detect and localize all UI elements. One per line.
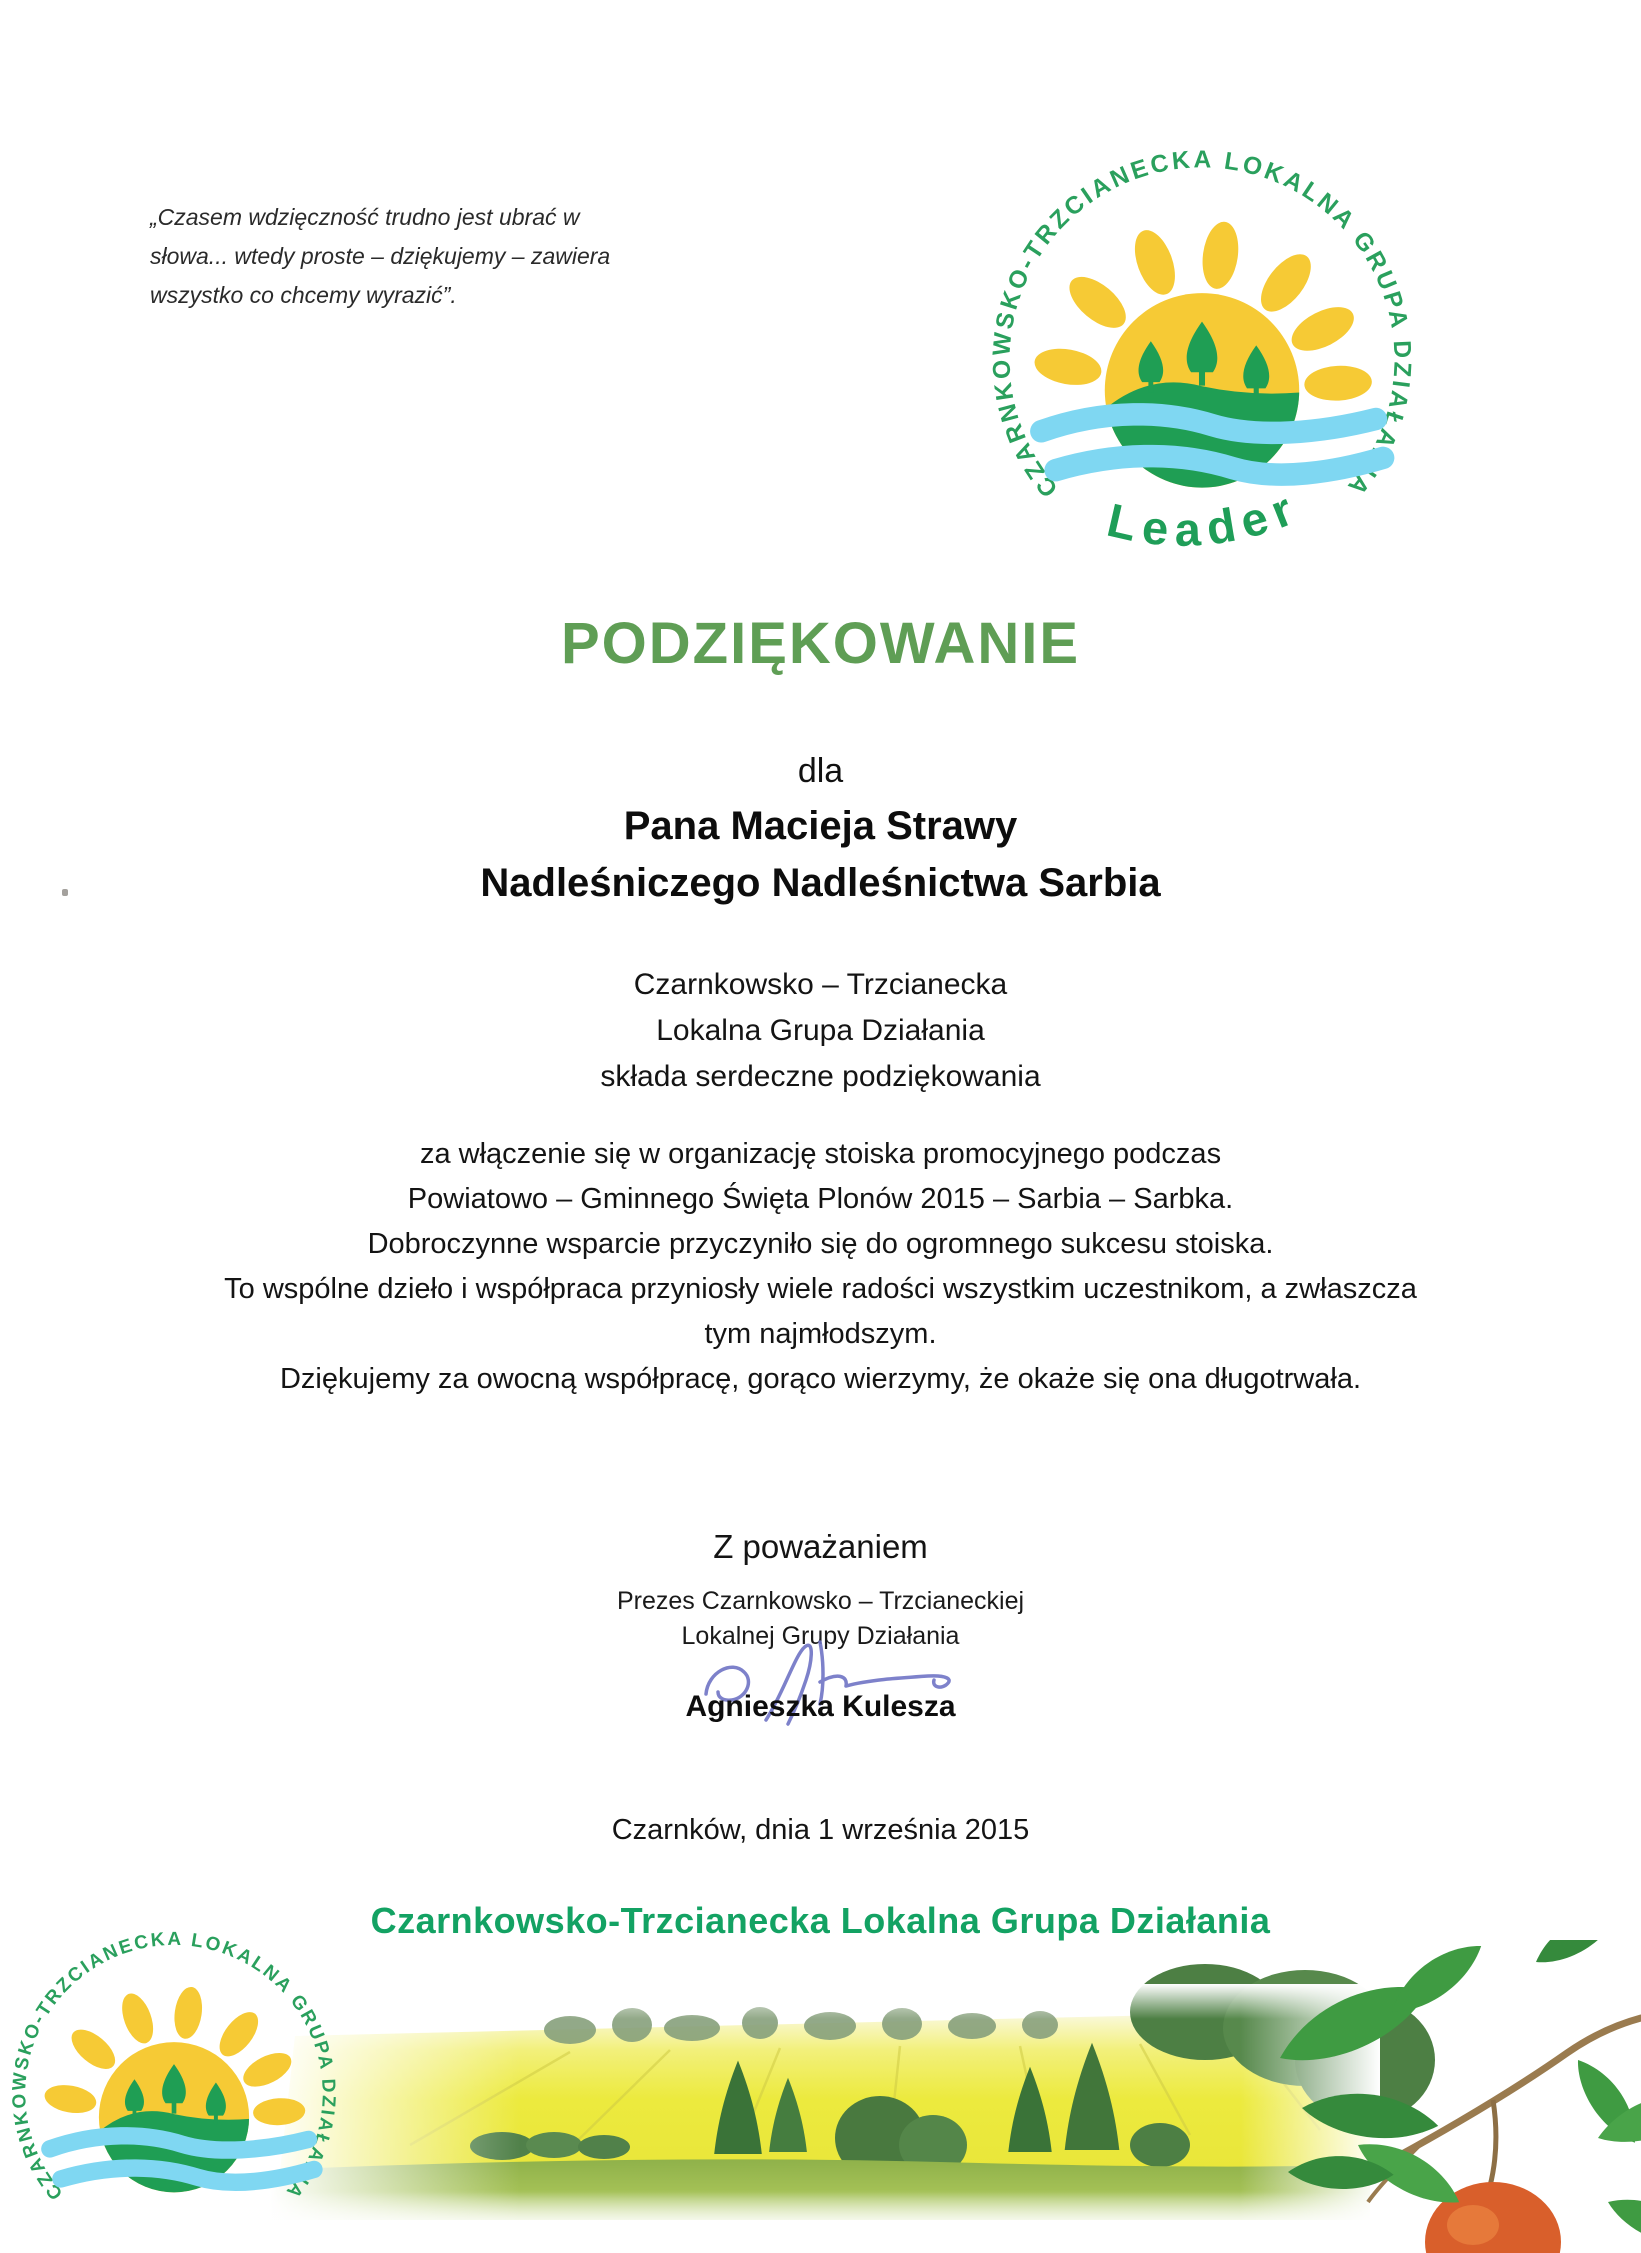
logo-leader-text — [1103, 479, 1308, 556]
scan-artifact-dot — [62, 889, 68, 896]
logo-arc-text: CZARNKOWSKO-TRZCIANECKA LOKALNA GRUPA DZIAŁANIA — [9, 1928, 339, 2204]
quote-block — [150, 198, 720, 315]
svg-text:Leader: Leader — [1102, 479, 1308, 557]
recipient-preposition: dla — [797, 752, 844, 790]
footer-org-title: Czarnkowsko-Trzcianecka Lokalna Grupa Działania — [370, 1900, 1271, 1941]
issuer-line: Czarnkowsko – Trzcianecka — [633, 968, 1008, 1001]
body-line: To wspólne dzieło i współpraca przyniosły wiele radości wszystkim uczestnikom, a zwłaszcza — [224, 1273, 1417, 1305]
issuer-line: Lokalna Grupa Działania — [656, 1014, 985, 1047]
body-line: Powiatowo – Gminnego Święta Plonów 2015 – Sarbia – Sarbka. — [407, 1183, 1234, 1215]
org-logo-top — [982, 130, 1422, 575]
issuer-line: składa serdeczne podziękowania — [600, 1060, 1041, 1093]
closing-salutation: Z poważaniem — [713, 1528, 928, 1565]
logo-arc-text: CZARNKOWSKO-TRZCIANECKA LOKALNA GRUPA DZIAŁANIA — [988, 146, 1416, 502]
body-line: Dziękujemy za owocną współpracę, gorąco wierzymy, że okaże się ona długotrwała. — [279, 1363, 1361, 1395]
quote-line: słowa... wtedy proste – dziękujemy – zawiera — [150, 243, 611, 269]
quote-line: wszystko co chcemy wyrazić”. — [150, 282, 457, 308]
closing-role-line: Lokalnej Grupy Działania — [681, 1622, 960, 1650]
dateline: Czarnków, dnia 1 września 2015 — [611, 1814, 1030, 1846]
quote-line: „Czasem wdzięczność trudno jest ubrać w — [150, 204, 580, 230]
signer-name: Agnieszka Kulesza — [685, 1690, 956, 1723]
org-logo-footer — [4, 1918, 344, 2253]
body-line: tym najmłodszym. — [704, 1318, 937, 1350]
issuer-block — [0, 962, 1641, 1100]
body-paragraph — [0, 1132, 1641, 1402]
certificate-title: PODZIĘKOWANIE — [560, 611, 1081, 676]
signature-ink — [688, 1632, 998, 1744]
landscape-photo — [240, 1940, 1641, 2253]
body-line: Dobroczynne wsparcie przyczyniło się do ogromnego sukcesu stoiska. — [367, 1228, 1274, 1260]
recipient-role: Nadleśniczego Nadleśnictwa Sarbia — [480, 861, 1161, 905]
body-line: za włączenie się w organizację stoiska promocyjnego podczas — [419, 1138, 1222, 1170]
recipient-name: Pana Macieja Strawy — [623, 804, 1018, 848]
closing-role-line: Prezes Czarnkowsko – Trzcianeckiej — [616, 1587, 1025, 1615]
